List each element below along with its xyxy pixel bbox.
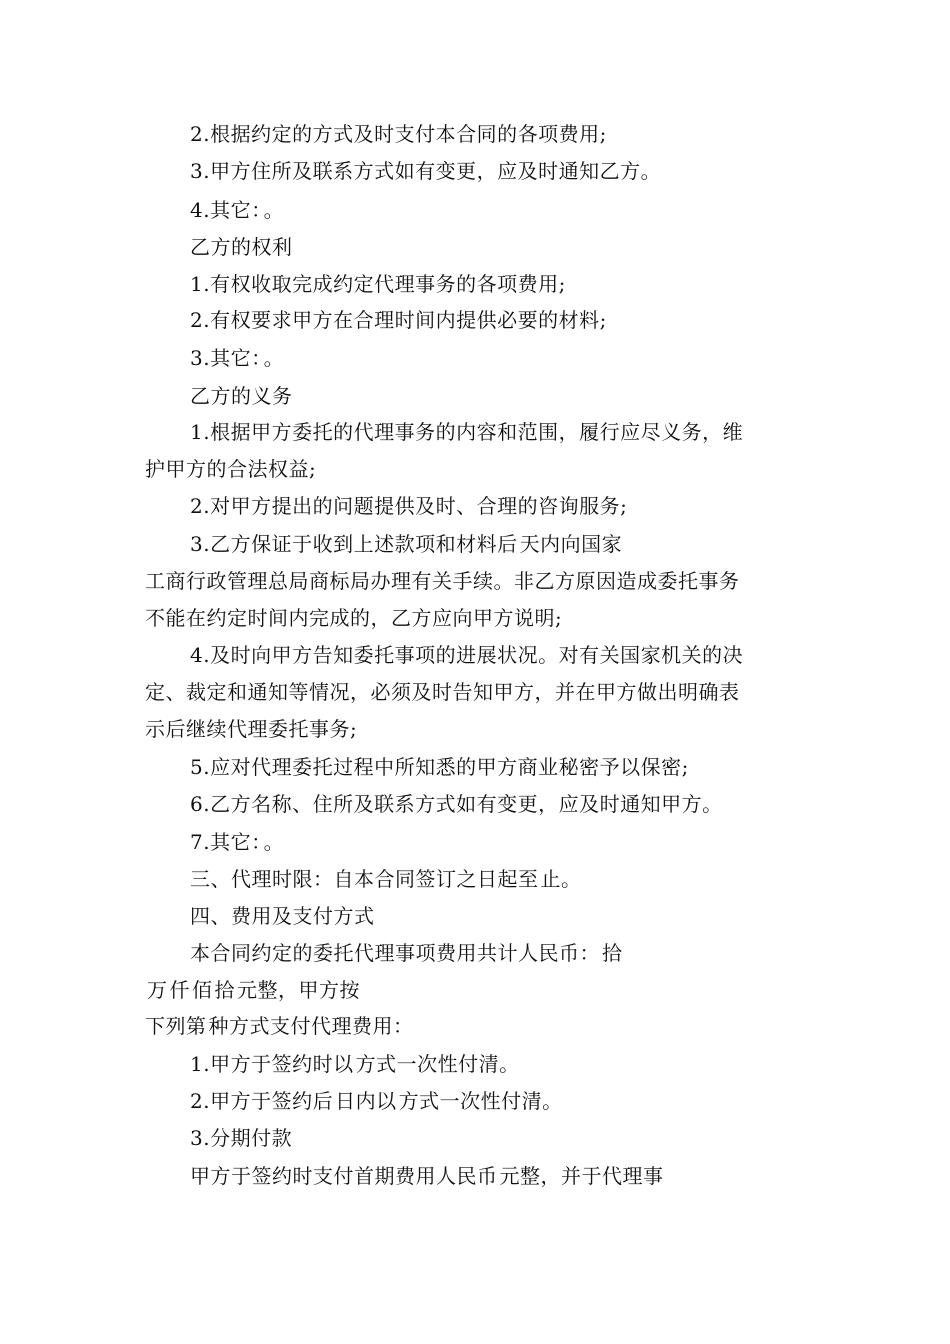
text-line: 本合同约定的委托代理事项费用共计人民币： 拾 <box>190 941 623 965</box>
section-heading: 乙方的权利 <box>190 235 293 259</box>
text-line: 2.有权要求甲方在合理时间内提供必要的材料; <box>190 308 607 332</box>
text-line: 1.甲方于签约时以 方式一次性付清。 <box>190 1052 520 1076</box>
text-line: 示后继续代理委托事务; <box>145 717 358 741</box>
text-line: 定、裁定和通知等情况，必须及时告知甲方，并在甲方做出明确表 <box>145 680 740 704</box>
text-line: 5.应对代理委托过程中所知悉的甲方商业秘密予以保密; <box>190 755 689 779</box>
text-line: 1.根据甲方委托的代理事务的内容和范围，履行应尽义务，维 <box>190 420 744 444</box>
text-line: 3.乙方保证于收到上述款项和材料后 天内向国家 <box>190 532 623 556</box>
text-line: 不能在约定时间内完成的，乙方应向甲方说明; <box>145 606 563 630</box>
text-line: 4.其它： 。 <box>190 198 285 222</box>
section-heading: 乙方的义务 <box>190 384 293 408</box>
text-line: 工商行政管理总局商标局办理有关手续。非乙方原因造成委托事务 <box>145 569 740 593</box>
text-line: 下列第 种方式支付代理费用： <box>145 1014 414 1038</box>
text-line: 6.乙方名称、住所及联系方式如有变更，应及时通知甲方。 <box>190 792 723 816</box>
text-line: 2.根据约定的方式及时支付本合同的各项费用; <box>190 122 607 146</box>
text-line: 万 仟 佰 拾 元整，甲方按 <box>147 978 360 1002</box>
text-line: 2.甲方于签约后 日内以 方式一次性付清。 <box>190 1089 563 1113</box>
text-line: 3.甲方住所及联系方式如有变更，应及时通知乙方。 <box>190 159 662 183</box>
text-line: 三、代理时限：自本合同签订之日起至 止。 <box>190 867 582 891</box>
text-line: 4.及时向甲方告知委托事项的进展状况。对有关国家机关的决 <box>190 643 744 667</box>
text-line: 甲方于签约时支付首期费用人民币 元整，并于代理事 <box>190 1164 664 1188</box>
text-line: 1.有权收取完成约定代理事务的各项费用; <box>190 272 566 296</box>
text-line: 3.其它： 。 <box>190 346 285 370</box>
text-line: 2.对甲方提出的问题提供及时、合理的咨询服务; <box>190 494 628 518</box>
text-line: 7.其它： 。 <box>190 830 285 854</box>
section-heading: 四、费用及支付方式 <box>190 904 375 928</box>
text-line: 3.分期付款 <box>190 1126 293 1150</box>
text-line: 护甲方的合法权益; <box>145 457 317 481</box>
